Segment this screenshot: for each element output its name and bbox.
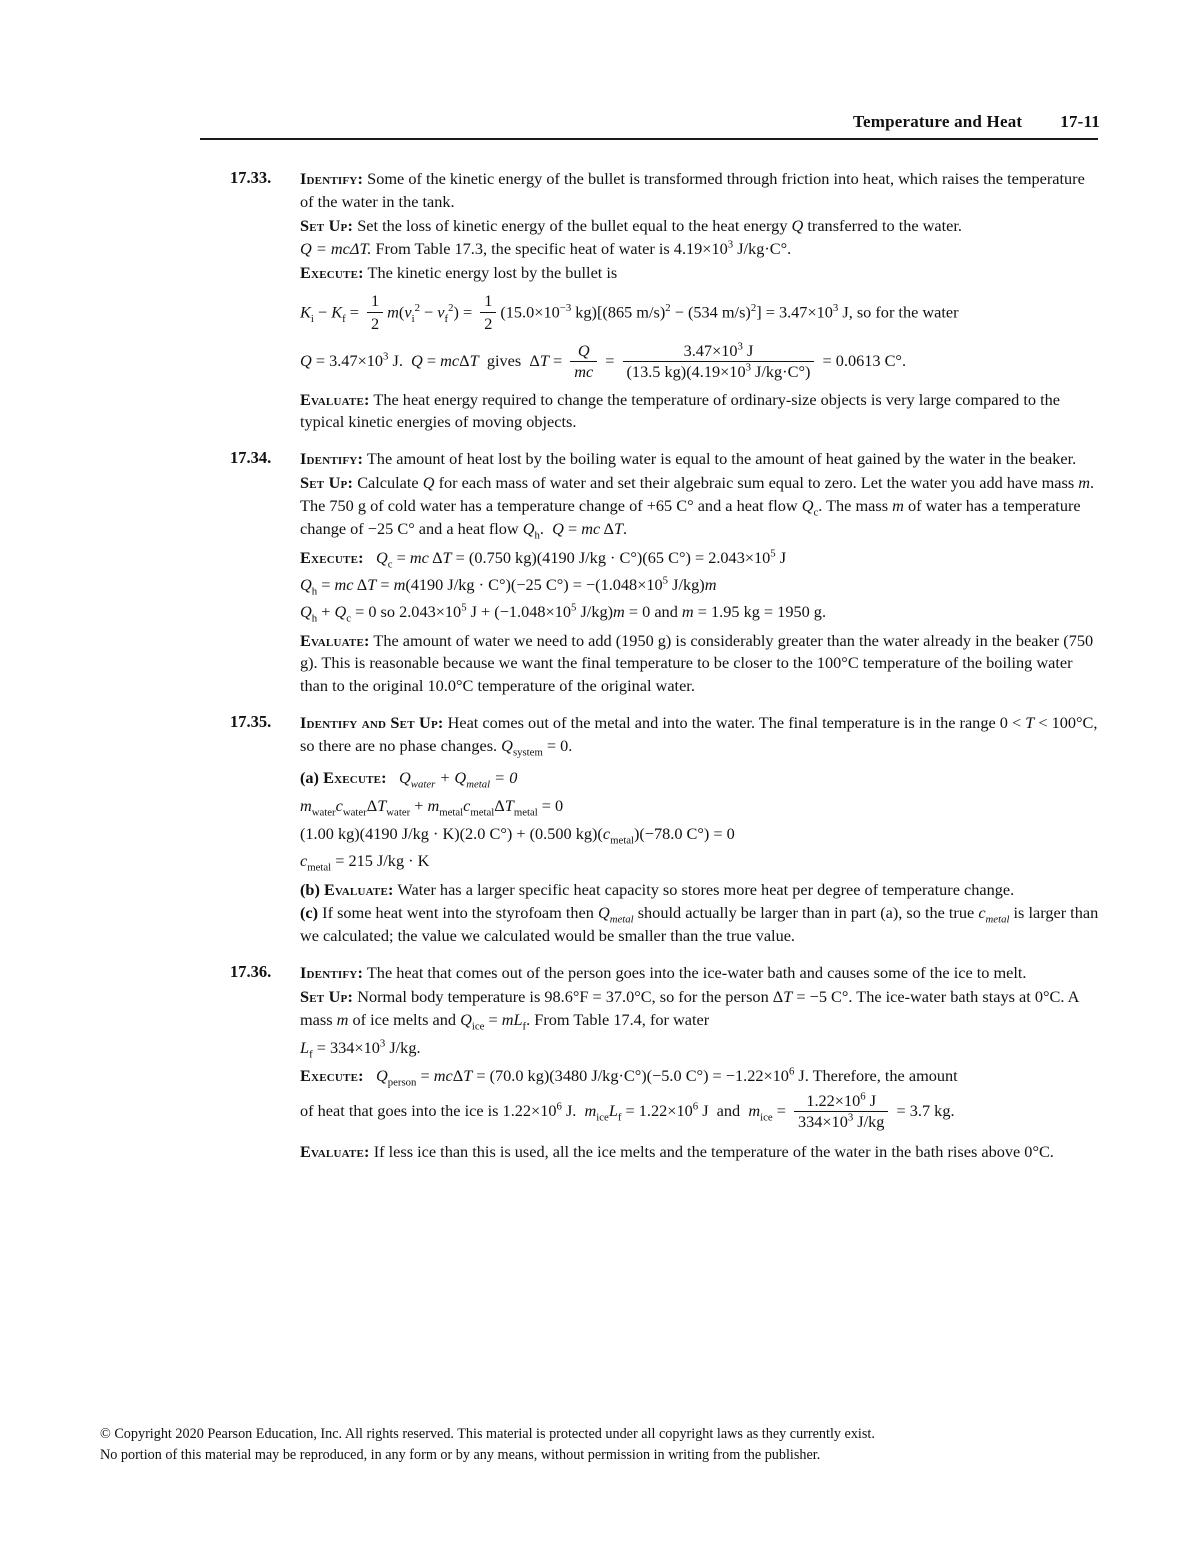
setup-variable-q: Q xyxy=(791,215,804,235)
equation-mass-ice: of heat that goes into the ice is $1.22\times 10^6$ J. $m_{ice}L_f = 1.22\times 10^6$ J and $m_{ice}$ = $\frac{1.22\times 10^6 J}{334\times 10^3 J/kg}$ = 3.7 kg. xyxy=(300,1090,955,1132)
problem-17-33 xyxy=(200,168,1100,434)
setup-text-1: Set the loss of kinetic energy of the bullet equal to the heat energy xyxy=(357,215,788,235)
part-a-label: (a) xyxy=(300,767,319,787)
setup-paragraph xyxy=(300,215,1100,238)
evaluate-label: Evaluate: xyxy=(300,1141,370,1161)
problem-17-34 xyxy=(200,448,1100,698)
identify-setup-paragraph xyxy=(300,712,1100,758)
running-head-title: Temperature and Heat xyxy=(852,112,1023,131)
fraction-ice-mass: $\frac{1.22\times 10^6 J}{334\times 10^3 J/kg}$ xyxy=(794,1092,888,1131)
body-content xyxy=(200,168,1100,1178)
equation-qc: Execute: $Q_c$ = mc ΔT = (0.750 kg)(4190 J/kg · C°)(65 $C^\circ) = 2.043\times 10^5$ J xyxy=(300,547,787,570)
equation-a1: $Q_{water} + Q_{metal} = 0$ xyxy=(399,767,518,790)
setup-equation-paragraph xyxy=(300,238,1100,261)
equation-a2: $m_{water}c_{water}\Delta T_{water} + m_{metal}c_{metal}\Delta T_{metal} = 0$ xyxy=(300,796,564,819)
evaluate-paragraph xyxy=(300,389,1100,435)
equation-qh: $Q_h$ = mc ΔT = m(4190 J/kg · C°)(−25 $C^\circ) = -(1.048\times 10^5$ J/kg)m xyxy=(300,574,717,598)
execute-label: Execute: xyxy=(300,1065,364,1085)
setup-text: Normal body temperature is 98.6°F = 37.0°C, so for the person ΔT = −5 C°. The ice-water bath stays at 0°C. A mass m of ice melts and $Q_{ice} = mL_f$. From Table 17.4, for water xyxy=(300,986,1079,1032)
fraction-numeric: $\frac{3.47\times 10^3 J}{(13.5 kg)(4.19\times 10^3 J/kg\cdot C^\circ)}$ xyxy=(623,342,815,381)
part-c-variable-cmetal: $c_{metal}$ xyxy=(978,903,1010,926)
part-c-text-1: If some heat went into the styrofoam then xyxy=(322,903,594,923)
identify-text: Some of the kinetic energy of the bullet is transformed through friction into heat, which raises the temperature of the water in the tank. xyxy=(300,169,1085,211)
setup-text-3: From Table 17.3, the specific heat of water is xyxy=(375,239,670,259)
execute-paragraph xyxy=(300,262,1100,285)
setup-label: Set Up: xyxy=(300,986,354,1006)
equation-latent-heat: $L_f = 334\times 10^3$ J/kg. xyxy=(300,1037,421,1061)
copyright-footer xyxy=(100,1424,1110,1465)
problem-number: 17.35. xyxy=(230,712,272,732)
identify-label: Identify: xyxy=(300,962,364,982)
copyright-line-1: © Copyright 2020 Pearson Education, Inc. All rights reserved. This material is protected under all copyright laws as they currently exist. xyxy=(100,1426,875,1442)
evaluate-paragraph xyxy=(300,1141,1100,1164)
setup-paragraph xyxy=(300,472,1100,540)
copyright-line-2: No portion of this material may be reproduced, in any form or by any means, without permission in writing from the publisher. xyxy=(100,1446,821,1463)
evaluate-text: If less ice than this is used, all the ice melts and the temperature of the water in the bath rises above 0°C. xyxy=(373,1141,1054,1161)
running-head xyxy=(200,112,1100,132)
gives-word: gives xyxy=(486,350,522,370)
problem-17-36 xyxy=(200,962,1100,1164)
setup-text-2: transferred to the water. xyxy=(807,215,962,235)
setup-paragraph xyxy=(300,986,1100,1032)
execute-label: Execute: xyxy=(300,263,364,283)
execute-label: Execute: xyxy=(323,767,387,787)
part-c-variable-qmetal: $Q_{metal}$ xyxy=(597,903,634,926)
identify-paragraph xyxy=(300,168,1100,214)
evaluate-label: Evaluate: xyxy=(323,879,394,899)
setup-equation: Q = mcΔT. xyxy=(300,239,372,259)
execute-text: The kinetic energy lost by the bullet is xyxy=(367,263,618,283)
setup-label: Set Up: xyxy=(300,215,354,235)
part-a-paragraph xyxy=(300,767,1100,790)
evaluate-label: Evaluate: xyxy=(300,389,370,409)
evaluate-label: Evaluate: xyxy=(300,630,370,650)
identify-setup-text: Heat comes out of the metal and into the water. The final temperature is in the range 0 < T < 100°C, so there are no phase changes. $Q_{system} = 0$. xyxy=(300,713,1098,759)
problem-number: 17.34. xyxy=(230,448,272,468)
identify-setup-label: Identify and Set Up: xyxy=(300,713,444,733)
fraction-q-over-mc: $\frac{Q}{mc}$ xyxy=(570,342,597,381)
identify-label: Identify: xyxy=(300,449,364,469)
problem-17-35 xyxy=(200,712,1100,948)
part-c-text-2: should actually be larger than in part (a), so the true xyxy=(637,903,975,923)
page-number: 17-11 xyxy=(1060,112,1100,131)
evaluate-text: The amount of water we need to add (1950 g) is considerably greater than the water already in the beaker (750 g). This is reasonable because we want the final temperature to be closer to the 100°C temperature of the boiling water than to the original 10.0°C temperature of the original water. xyxy=(300,630,1094,696)
equation-a4: $c_{metal} = 215$ J/kg · K xyxy=(300,851,430,874)
part-c-label: (c) xyxy=(300,903,319,923)
identify-text: The amount of heat lost by the boiling water is equal to the amount of heat gained by the water in the beaker. xyxy=(366,449,1077,469)
setup-specific-heat-value: $4.19\times 10^3$ J/kg·C°. xyxy=(673,239,792,259)
equation-sum: $Q_h + Q_c = 0$ so $2.043\times 10^5$ $J + (-1.048\times 10^5$ J/kg)m = 0 and m = 1.95 kg = 1950 g. xyxy=(300,601,827,625)
setup-label: Set Up: xyxy=(300,473,354,493)
identify-paragraph xyxy=(300,962,1100,985)
identify-text: The heat that comes out of the person goes into the ice-water bath and causes some of the ice to melt. xyxy=(366,962,1027,982)
part-b-paragraph xyxy=(300,879,1100,902)
evaluate-paragraph xyxy=(300,630,1100,698)
equation-a3: (1.00 kg)(4190 J/kg · K)(2.0 C°) + (0.500 $kg)(c_{metal})(-78.0$ C°) = 0 xyxy=(300,823,735,847)
execute-label: Execute: xyxy=(300,547,364,567)
equation-q-person: Execute: $Q_{person} = mc\Delta T = (70.0$ kg)(3480 J/kg·C°)(−5.0 $C^\circ) = -1.22\times 10^6$ J. Therefore, the amount xyxy=(300,1065,958,1089)
equation-kinetic-energy: $K_i - K_f$ = $\frac{1}{2}$ $m(v_i^2 - v_f^2)$ = $\frac{1}{2}$ ($15.0\times 10^{-3}$ kg)[(865 m/s)$^2$ − (534 $m/s)^2] = 3.47\times 10^3$ J, so for the water xyxy=(300,291,959,334)
part-c-paragraph xyxy=(300,902,1100,948)
problem-number: 17.36. xyxy=(230,961,272,981)
part-c-text-3: is larger than we calculated; the value we calculated would be smaller than the true value. xyxy=(300,903,1099,946)
header-rule xyxy=(200,138,1098,140)
identify-label: Identify: xyxy=(300,169,364,188)
identify-paragraph xyxy=(300,448,1100,471)
evaluate-text: The heat energy required to change the temperature of ordinary-size objects is very large compared to the typical kinetic energies of moving objects. xyxy=(300,389,1060,432)
equation-delta-t: $Q = 3.47\times 10^3$ J. Q = mcΔT gives ΔT = $\frac{Q}{mc}$ = $\frac{3.47\times 10^3 J}{(13.5 kg)(4.19\times 10^3 J/kg\cdot C^\circ)}$ = 0.0613 C°. xyxy=(300,340,907,381)
part-b-text: Water has a larger specific heat capacity so stores more heat per degree of temperature change. xyxy=(397,879,1015,899)
part-b-label: (b) xyxy=(300,879,320,899)
setup-text: Calculate Q for each mass of water and set their algebraic sum equal to zero. Let the water you add have mass m. The 750 g of cold water has a temperature change of +65 C° and a heat flow $Q_c$. The mass m of water has a temperature change of −25 C° and a heat flow $Q_h$. Q = mc ΔT. xyxy=(300,473,1095,541)
problem-number: 17.33. xyxy=(230,168,272,187)
